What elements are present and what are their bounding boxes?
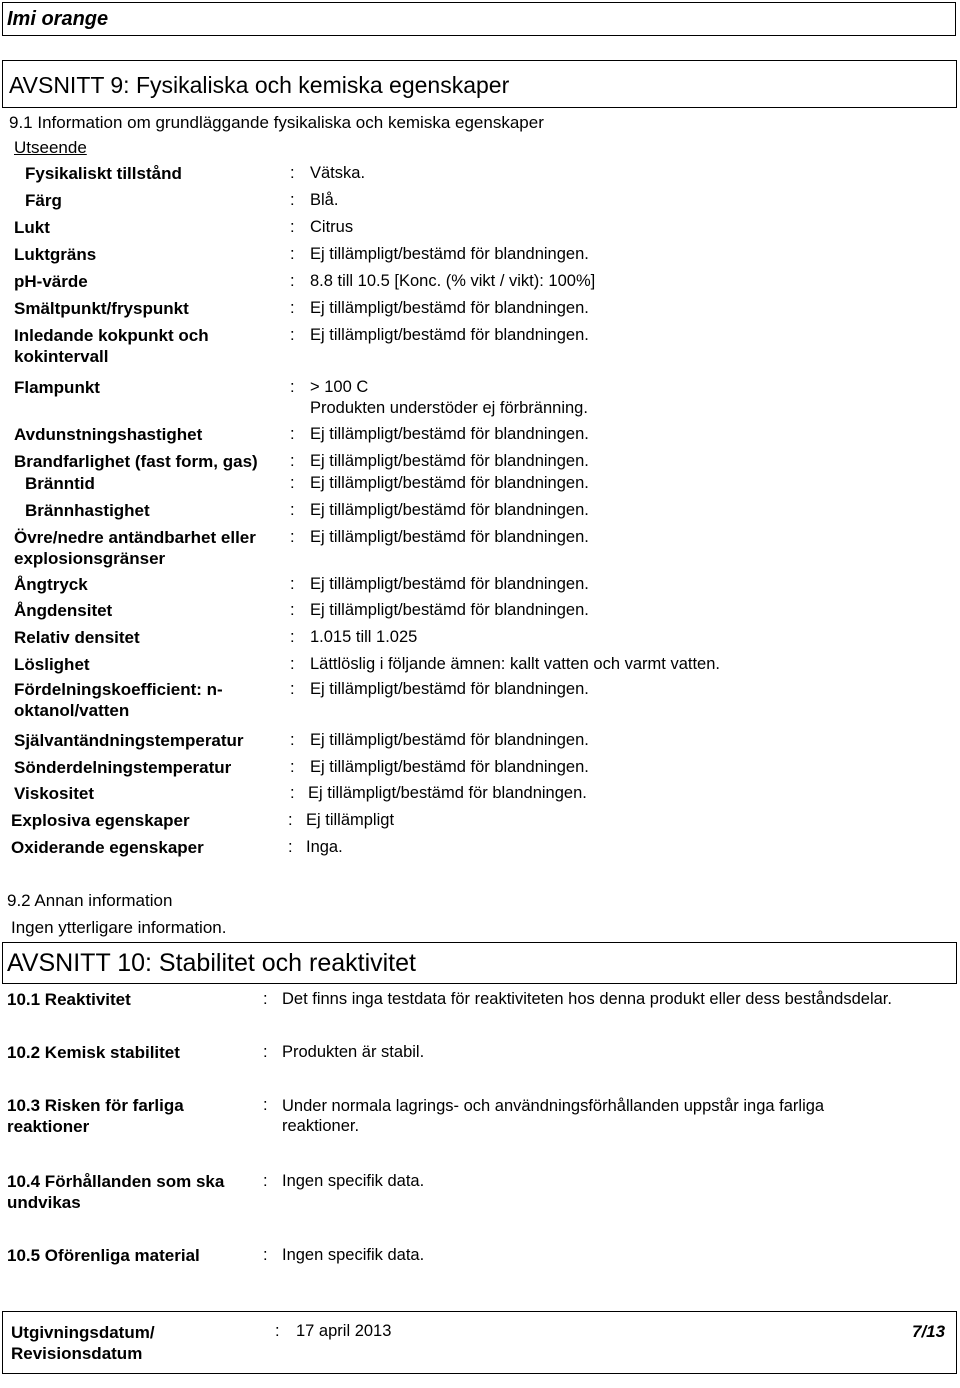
separator: : (290, 378, 295, 396)
property-label: Löslighet (14, 655, 90, 674)
property-label: Inledande kokpunkt och kokintervall (14, 326, 209, 366)
separator: : (290, 784, 295, 802)
product-name: Imi orange (7, 8, 109, 30)
separator: : (290, 245, 295, 263)
separator: : (290, 425, 295, 443)
separator: : (290, 680, 295, 698)
separator: : (275, 1322, 280, 1340)
separator: : (290, 601, 295, 619)
property-label: Relativ densitet (14, 628, 140, 647)
property-value: Ej tillämpligt/bestämd för blandningen. (308, 784, 587, 802)
separator: : (290, 575, 295, 593)
property-value: Ej tillämpligt/bestämd för blandningen. (310, 326, 589, 344)
property-value: Blå. (310, 191, 339, 209)
section-9-2-heading: 9.2 Annan information (7, 891, 173, 910)
reactivity-value: Ingen specifik data. (282, 1246, 425, 1264)
property-label: Flampunkt (14, 378, 100, 397)
property-value: Ej tillämpligt/bestämd för blandningen. (310, 575, 589, 593)
property-label: Oxiderande egenskaper (11, 838, 204, 857)
reactivity-label: 10.4 Förhållanden som ska undvikas (7, 1172, 225, 1212)
page-number: 7/13 (912, 1322, 946, 1341)
property-label: Övre/nedre antändbarhet eller explosionsgränser (14, 528, 256, 568)
property-label: Ångtryck (14, 575, 88, 594)
property-label: Brännhastighet (25, 501, 150, 520)
property-value: Ej tillämpligt/bestämd för blandningen. (310, 601, 589, 619)
property-value: Ej tillämpligt/bestämd för blandningen. (310, 680, 589, 698)
header-bar (2, 2, 956, 36)
property-label: Smältpunkt/fryspunkt (14, 299, 189, 318)
property-value: Vätska. (310, 164, 366, 182)
property-value: > 100 C (310, 378, 369, 396)
separator: : (290, 191, 295, 209)
separator: : (290, 731, 295, 749)
separator: : (290, 272, 295, 290)
property-label: Självantändningstemperatur (14, 731, 244, 750)
property-value: Ej tillämpligt/bestämd för blandningen. (310, 731, 589, 749)
separator: : (290, 528, 295, 546)
footer-date-value: 17 april 2013 (296, 1322, 392, 1340)
reactivity-label: 10.1 Reaktivitet (7, 990, 131, 1009)
property-label: Luktgräns (14, 245, 97, 264)
property-label: Avdunstningshastighet (14, 425, 203, 444)
section-10-title: AVSNITT 10: Stabilitet och reaktivitet (7, 949, 416, 977)
property-value: 1.015 till 1.025 (310, 628, 418, 646)
section-10-header (2, 942, 957, 984)
footer-date-label: Utgivningsdatum/ Revisionsdatum (11, 1323, 155, 1363)
reactivity-label: 10.2 Kemisk stabilitet (7, 1043, 180, 1062)
reactivity-value: Det finns inga testdata för reaktiviteten hos denna produkt eller dess beståndsdelar. (282, 990, 892, 1008)
property-label: Fysikaliskt tillstånd (25, 164, 182, 183)
property-label: Sönderdelningstemperatur (14, 758, 232, 777)
separator: : (263, 1096, 268, 1114)
reactivity-value: Produkten är stabil. (282, 1043, 425, 1061)
separator: : (290, 299, 295, 317)
property-value: Citrus (310, 218, 354, 236)
property-value: Ej tillämpligt/bestämd för blandningen. (310, 245, 589, 263)
separator: : (290, 758, 295, 776)
separator: : (290, 474, 295, 492)
separator: : (288, 838, 293, 856)
property-value: Ej tillämpligt/bestämd för blandningen. (310, 528, 589, 546)
footer (2, 1311, 957, 1374)
separator: : (290, 501, 295, 519)
property-label: pH-värde (14, 272, 88, 291)
reactivity-value: Under normala lagrings- och användningsförhållanden uppstår inga farliga reaktioner. (282, 1097, 825, 1135)
property-label: Explosiva egenskaper (11, 811, 190, 830)
property-value: Ej tillämpligt/bestämd för blandningen. (310, 474, 589, 492)
property-value: Lättlöslig i följande ämnen: kallt vatten och varmt vatten. (310, 655, 720, 673)
property-value-note: Produkten understöder ej förbränning. (310, 399, 588, 417)
section-9-title: AVSNITT 9: Fysikaliska och kemiska egenskaper (9, 72, 510, 98)
property-value: Ej tillämpligt/bestämd för blandningen. (310, 452, 589, 470)
property-value: Ej tillämpligt/bestämd för blandningen. (310, 758, 589, 776)
property-value: Ej tillämpligt/bestämd för blandningen. (310, 299, 589, 317)
appearance-heading: Utseende (14, 138, 87, 157)
separator: : (263, 1246, 268, 1264)
separator: : (263, 1172, 268, 1190)
property-value: 8.8 till 10.5 [Konc. (% vikt / vikt): 100%] (310, 272, 596, 290)
property-label: Lukt (14, 218, 50, 237)
section-9-2-text: Ingen ytterligare information. (11, 918, 227, 937)
separator: : (263, 990, 268, 1008)
separator: : (290, 218, 295, 236)
separator: : (290, 164, 295, 182)
property-label: Viskositet (14, 784, 95, 803)
separator: : (290, 628, 295, 646)
property-value: Ej tillämpligt/bestämd för blandningen. (310, 501, 589, 519)
property-label: Ångdensitet (14, 601, 113, 620)
property-label: Färg (25, 191, 62, 210)
reactivity-value: Ingen specifik data. (282, 1172, 425, 1190)
property-label: Brandfarlighet (fast form, gas) (14, 452, 258, 471)
property-label: Bränntid (25, 474, 95, 493)
property-value: Inga. (306, 838, 343, 856)
section-9-header (2, 60, 957, 108)
separator: : (290, 655, 295, 673)
reactivity-label: 10.3 Risken för farliga reaktioner (7, 1096, 184, 1136)
section-9-1-subtitle: 9.1 Information om grundläggande fysikaliska och kemiska egenskaper (9, 113, 544, 132)
reactivity-label: 10.5 Oförenliga material (7, 1246, 200, 1265)
separator: : (263, 1043, 268, 1061)
property-value: Ej tillämpligt/bestämd för blandningen. (310, 425, 589, 443)
separator: : (290, 326, 295, 344)
separator: : (290, 452, 295, 470)
property-label: Fördelningskoefficient: n-oktanol/vatten (14, 680, 223, 720)
separator: : (288, 811, 293, 829)
property-value: Ej tillämpligt (306, 811, 395, 829)
